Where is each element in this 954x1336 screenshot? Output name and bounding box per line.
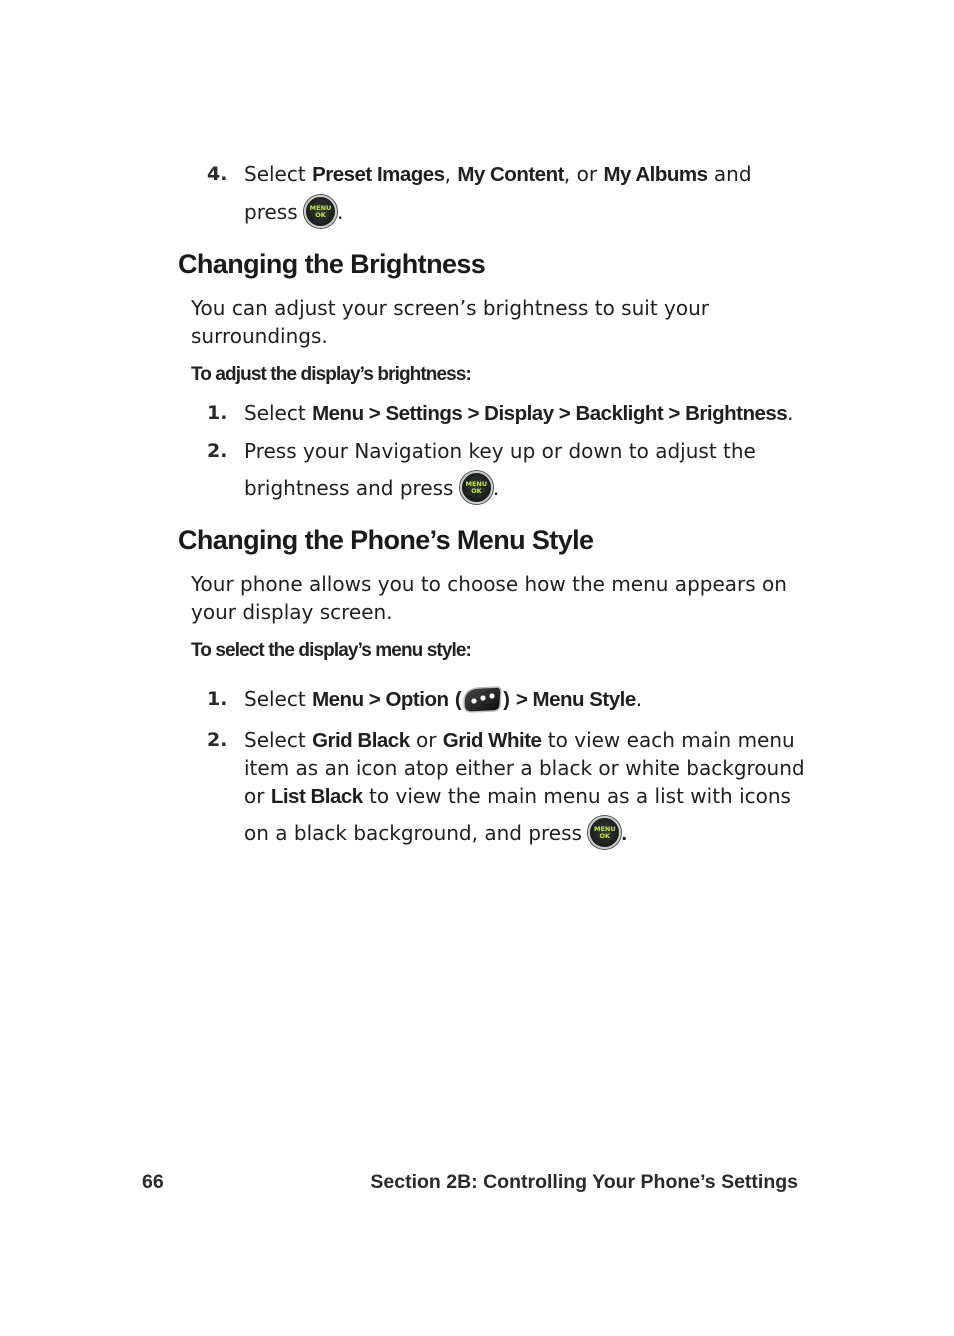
option-list-black: List Black	[270, 785, 363, 808]
step-number: 2.	[207, 729, 228, 751]
step-text: press	[244, 200, 298, 224]
step-text: and	[713, 162, 752, 186]
step-number: 1.	[207, 688, 228, 710]
menu-style-step-2-line-3	[244, 782, 791, 811]
option-my-content: My Content	[457, 163, 564, 186]
punctuation: .	[492, 476, 500, 500]
option-softkey-icon	[461, 684, 503, 714]
step-number: 1.	[207, 402, 228, 424]
option-preset-images: Preset Images	[312, 163, 445, 186]
option-grid-black: Grid Black	[312, 729, 410, 752]
menu-ok-button-icon	[304, 195, 337, 228]
step-number: 2.	[207, 440, 228, 462]
option-grid-white: Grid White	[442, 729, 542, 752]
step-text: brightness and press	[244, 476, 454, 500]
page-number: 66	[142, 1171, 164, 1193]
brightness-step-2-line-1: Press your Navigation key up or down to adjust the	[244, 439, 756, 463]
section-heading-menu-style: Changing the Phone’s Menu Style	[178, 525, 594, 555]
icon-label: OK	[471, 487, 482, 495]
icon-label: MENU	[593, 825, 616, 833]
menu-style-step-2-line-2: item as an icon atop either a black or white background	[244, 756, 805, 780]
menu-style-step-1	[244, 685, 642, 716]
step-text: Select	[244, 162, 306, 186]
step-text: Select	[244, 687, 306, 711]
icon-label: MENU	[309, 204, 332, 212]
step-text: on a black background, and press	[244, 821, 582, 845]
step-4-line-1	[244, 160, 752, 189]
step-text: to view the main menu as a list with icons	[369, 784, 791, 808]
menu-path: > Menu Style	[515, 688, 636, 711]
brightness-intro-line-2: surroundings.	[191, 324, 328, 348]
step-text: , or	[563, 162, 598, 186]
menu-style-intro-line-1: Your phone allows you to choose how the menu appears on	[191, 572, 787, 596]
brightness-step-1	[244, 399, 794, 428]
step-number: 4.	[207, 163, 228, 185]
icon-label: MENU	[465, 480, 488, 488]
step-text: or	[244, 784, 265, 808]
punctuation: .	[336, 200, 344, 224]
step-text: or	[415, 728, 437, 752]
brightness-subheading: To adjust the display’s brightness:	[191, 364, 471, 385]
step-text: Select	[244, 401, 306, 425]
brightness-intro-line-1: You can adjust your screen’s brightness to suit your	[191, 296, 709, 320]
option-my-albums: My Albums	[603, 163, 708, 186]
punctuation: ,	[444, 162, 451, 186]
menu-style-step-2-line-4	[244, 818, 627, 851]
brightness-step-2-line-2	[244, 473, 499, 506]
menu-style-step-2-line-1	[244, 726, 795, 755]
menu-path: Menu > Option	[312, 688, 449, 711]
step-4-line-2	[244, 197, 343, 230]
punctuation: .	[635, 687, 643, 711]
menu-style-intro-line-2: your display screen.	[191, 600, 393, 624]
icon-label: OK	[599, 832, 611, 840]
icon-label: OK	[315, 211, 326, 219]
menu-path: Menu > Settings > Display > Backlight > Brightness	[312, 402, 788, 425]
section-heading-brightness: Changing the Brightness	[178, 249, 486, 279]
step-text: to view each main menu	[547, 728, 795, 752]
punctuation: .	[621, 822, 627, 845]
punctuation: )	[503, 688, 510, 711]
step-text: Select	[244, 728, 306, 752]
punctuation: (	[454, 688, 462, 711]
menu-ok-button-icon	[460, 471, 493, 504]
footer-section-title: Section 2B: Controlling Your Phone’s Settings	[370, 1171, 798, 1193]
menu-ok-button-icon	[588, 816, 621, 849]
punctuation: .	[787, 401, 794, 425]
menu-style-subheading: To select the display’s menu style:	[191, 640, 471, 661]
